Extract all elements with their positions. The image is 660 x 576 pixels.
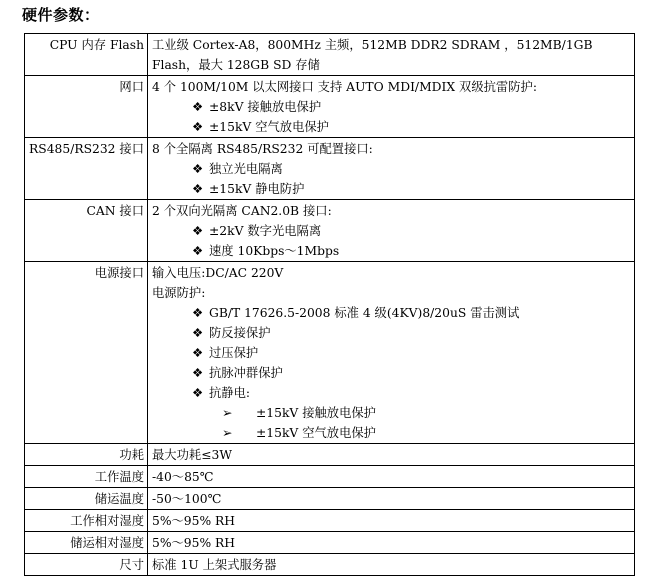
diamond-bullet-icon: ❖ [192, 326, 204, 340]
table-row [25, 76, 635, 138]
table-row [25, 262, 635, 444]
diamond-bullet-icon: ❖ [192, 386, 204, 400]
row-value [148, 262, 635, 444]
row-label: 功耗 [25, 444, 148, 466]
row-value [148, 488, 635, 510]
diamond-bullet-icon: ❖ [192, 100, 204, 114]
table-row [25, 444, 635, 466]
arrow-bullet-icon: ➢ [222, 406, 233, 420]
row-value [148, 138, 635, 200]
bullet-item [152, 383, 630, 403]
row-label: CPU 内存 Flash [25, 34, 148, 76]
diamond-bullet-icon: ❖ [192, 162, 204, 176]
row-value [148, 466, 635, 488]
bullet-item [152, 323, 630, 343]
row-value [148, 200, 635, 262]
bullet-text: ±8kV 接触放电保护 [209, 100, 322, 114]
value-line: 5%～95% RH [152, 514, 236, 528]
diamond-bullet-icon: ❖ [192, 346, 204, 360]
bullet-text: 独立光电隔离 [209, 162, 283, 176]
bullet-text: GB/T 17626.5-2008 标准 4 级(4KV)8/20uS 雷击测试 [209, 306, 520, 320]
sub-bullet-text: ±15kV 空气放电保护 [256, 426, 376, 440]
value-line: 2 个双向光隔离 CAN2.0B 接口: [152, 204, 332, 218]
value-line: 标准 1U 上架式服务器 [152, 558, 277, 572]
diamond-bullet-icon: ❖ [192, 306, 204, 320]
diamond-bullet-icon: ❖ [192, 182, 204, 196]
bullet-item [152, 221, 630, 241]
sub-bullet-item [152, 423, 630, 443]
row-label: 储运相对湿度 [25, 532, 148, 554]
row-label: 工作相对湿度 [25, 510, 148, 532]
bullet-text: 过压保护 [209, 346, 259, 360]
table-row [25, 138, 635, 200]
row-label: 电源接口 [25, 262, 148, 444]
bullet-item [152, 241, 630, 261]
table-row [25, 466, 635, 488]
sub-bullet-item [152, 403, 630, 423]
bullet-text: 速度 10Kbps～1Mbps [209, 244, 340, 258]
row-label: CAN 接口 [25, 200, 148, 262]
value-line: 最大功耗≤3W [152, 448, 232, 462]
bullet-item [152, 303, 630, 323]
row-value [148, 532, 635, 554]
row-value [148, 554, 635, 576]
diamond-bullet-icon: ❖ [192, 366, 204, 380]
bullet-item [152, 179, 630, 199]
section-title: 硬件参数： [22, 6, 100, 24]
bullet-text: ±15kV 空气放电保护 [209, 120, 329, 134]
value-line: 8 个全隔离 RS485/RS232 可配置接口: [152, 142, 373, 156]
bullet-text: 抗脉冲群保护 [209, 366, 283, 380]
diamond-bullet-icon: ❖ [192, 224, 204, 238]
value-line: 5%～95% RH [152, 536, 236, 550]
row-label: 工作温度 [25, 466, 148, 488]
row-label: 网口 [25, 76, 148, 138]
value-line: 输入电压:DC/AC 220V [152, 266, 284, 280]
row-label: 储运温度 [25, 488, 148, 510]
value-line: 4 个 100M/10M 以太网接口 支持 AUTO MDI/MDIX 双级抗雷防护: [152, 80, 537, 94]
value-line: 工业级 Cortex-A8，800MHz 主频，512MB DDR2 SDRAM ，512MB/1GB Flash，最大 128GB SD 存储 [152, 38, 593, 72]
sub-bullet-text: ±15kV 接触放电保护 [256, 406, 376, 420]
row-value [148, 34, 635, 76]
table-row [25, 532, 635, 554]
bullet-item [152, 159, 630, 179]
table-row [25, 488, 635, 510]
table-row [25, 510, 635, 532]
diamond-bullet-icon: ❖ [192, 244, 204, 258]
arrow-bullet-icon: ➢ [222, 426, 233, 440]
bullet-item [152, 97, 630, 117]
bullet-item [152, 363, 630, 383]
row-value [148, 76, 635, 138]
table-row [25, 34, 635, 76]
diamond-bullet-icon: ❖ [192, 120, 204, 134]
value-line: -50～100℃ [152, 492, 222, 506]
bullet-text: ±2kV 数字光电隔离 [209, 224, 322, 238]
row-label: RS485/RS232 接口 [25, 138, 148, 200]
bullet-item [152, 117, 630, 137]
table-row [25, 200, 635, 262]
spec-table [24, 33, 635, 576]
value-line: 电源防护: [152, 286, 206, 300]
bullet-text: 抗静电: [209, 386, 251, 400]
bullet-item [152, 343, 630, 363]
row-value [148, 510, 635, 532]
row-value [148, 444, 635, 466]
table-row [25, 554, 635, 576]
bullet-text: ±15kV 静电防护 [209, 182, 305, 196]
bullet-text: 防反接保护 [209, 326, 271, 340]
row-label: 尺寸 [25, 554, 148, 576]
value-line: -40～85℃ [152, 470, 214, 484]
